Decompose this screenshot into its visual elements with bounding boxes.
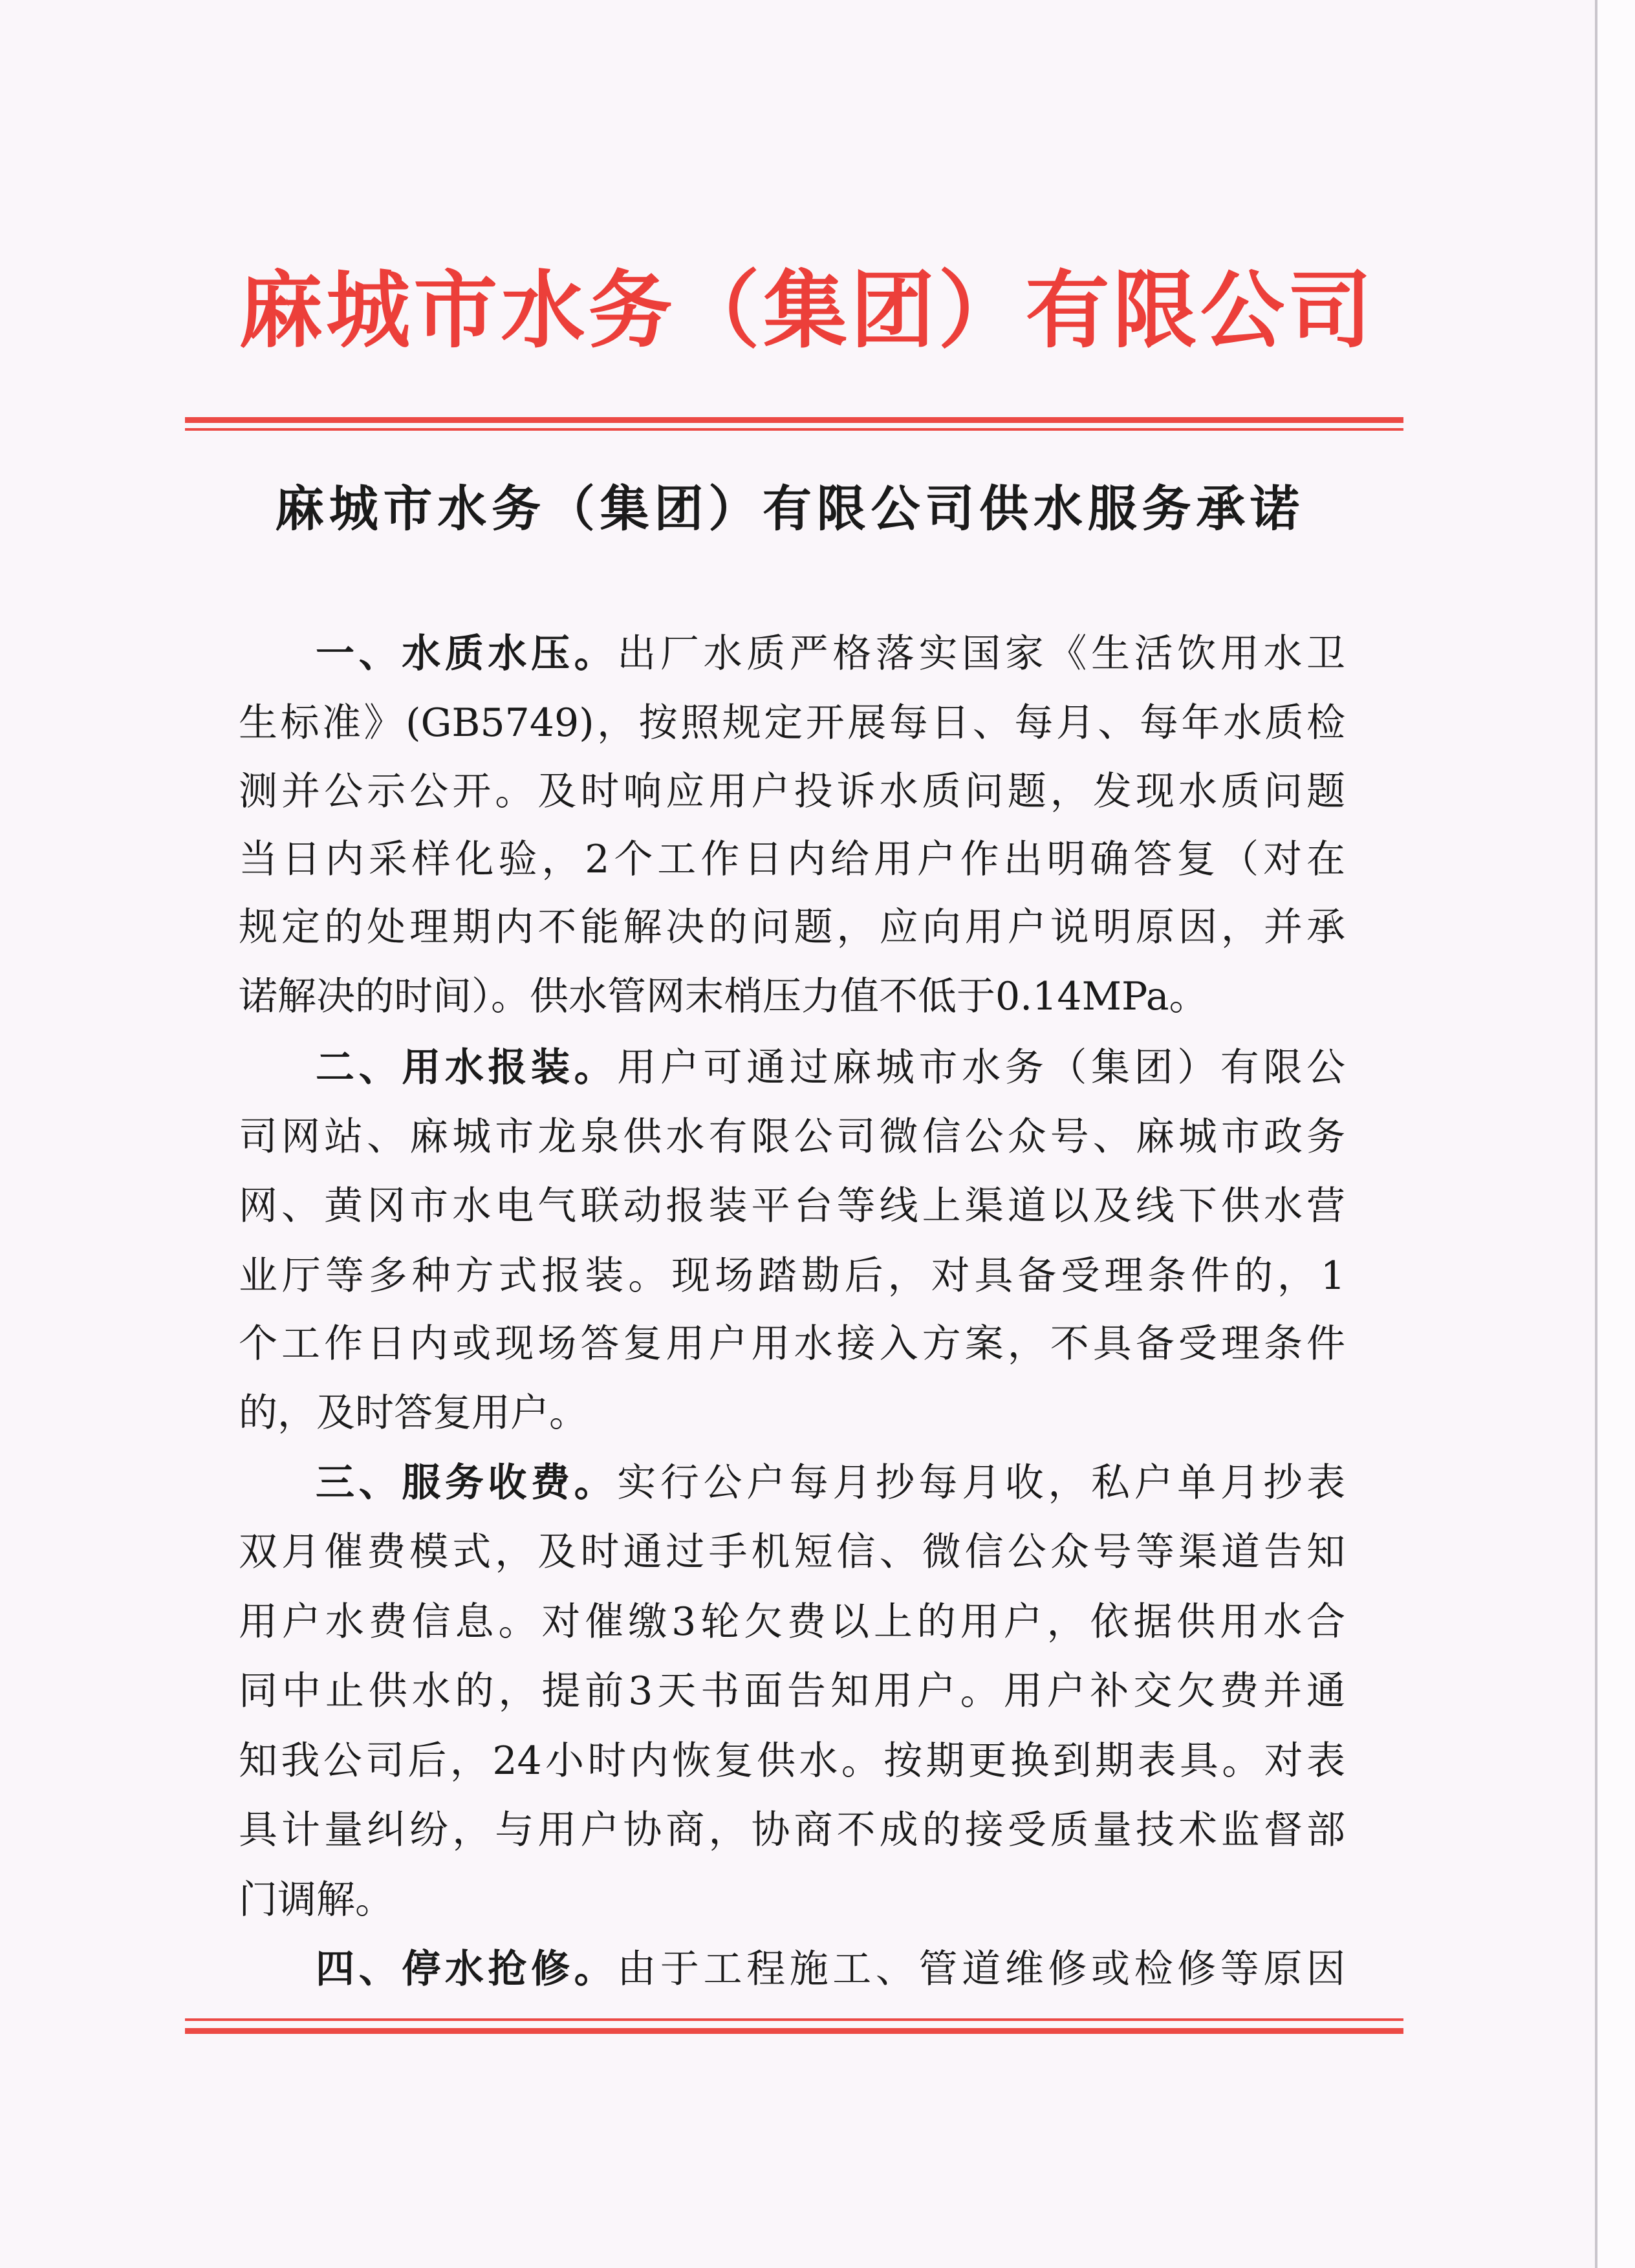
paragraph-line: 司网站、麻城市龙泉供水有限公司微信公众号、麻城市政务 [239,1114,1345,1160]
scan-margin [1597,0,1635,2268]
letterhead-rule-thin [185,428,1403,431]
paragraph-line: 诺解决的时间）。供水管网末梢压力值不低于0.14MPa。 [239,974,1208,1019]
paragraph-line: 生标准》(GB5749)，按照规定开展每日、每月、每年水质检 [239,700,1345,746]
section-heading: 一、水质水压。 [316,631,618,676]
section-heading: 二、用水报装。 [316,1045,618,1090]
footer-rule-thin [185,2018,1403,2021]
footer-rule-thick [185,2028,1403,2034]
document-title: 麻城市水务（集团）有限公司供水服务承诺 [275,480,1299,537]
paragraph-line: 同中止供水的，提前3天书面告知用户。用户补交欠费并通 [239,1669,1345,1714]
paragraph-line [316,1033,1345,1103]
paragraph-line: 的，及时答复用户。 [239,1390,588,1436]
line-text: 出厂水质严格落实国家《生活饮用水卫 [617,631,1346,676]
paragraph-line: 双月催费模式，及时通过手机短信、微信公众号等渠道告知 [239,1529,1345,1575]
section-heading: 四、停水抢修。 [316,1947,618,1992]
paragraph-line: 测并公示公开。及时响应用户投诉水质问题，发现水质问题 [239,769,1345,814]
paragraph-line: 个工作日内或现场答复用户用水接入方案，不具备受理条件 [239,1321,1345,1366]
letterhead-rule-thick [185,417,1403,423]
paragraph-line: 知我公司后，24小时内恢复供水。按期更换到期表具。对表 [239,1738,1345,1784]
paragraph-line: 规定的处理期内不能解决的问题，应向用户说明原因，并承 [239,905,1345,950]
paragraph-line [316,1934,1345,2004]
paragraph-line: 当日内采样化验，2个工作日内给用户作出明确答复（对在 [239,837,1345,882]
line-text: 用户可通过麻城市水务（集团）有限公 [617,1045,1346,1090]
line-text: 由于工程施工、管道维修或检修等原因 [617,1947,1346,1992]
paragraph-line: 具计量纠纷，与用户协商，协商不成的接受质量技术监督部 [239,1808,1345,1853]
paragraph-line [316,1448,1345,1518]
paragraph-line [316,619,1345,689]
paragraph-line: 网、黄冈市水电气联动报装平台等线上渠道以及线下供水营 [239,1183,1345,1229]
paragraph-line: 业厅等多种方式报装。现场踏勘后，对具备受理条件的，1 [239,1253,1345,1299]
paragraph-line: 用户水费信息。对催缴3轮欠费以上的用户，依据供用水合 [239,1599,1345,1645]
paragraph-line: 门调解。 [239,1877,394,1923]
section-heading: 三、服务收费。 [316,1460,618,1506]
line-text: 实行公户每月抄每月收，私户单月抄表 [617,1460,1346,1506]
letterhead-org-name: 麻城市水务（集团）有限公司 [239,261,1372,360]
